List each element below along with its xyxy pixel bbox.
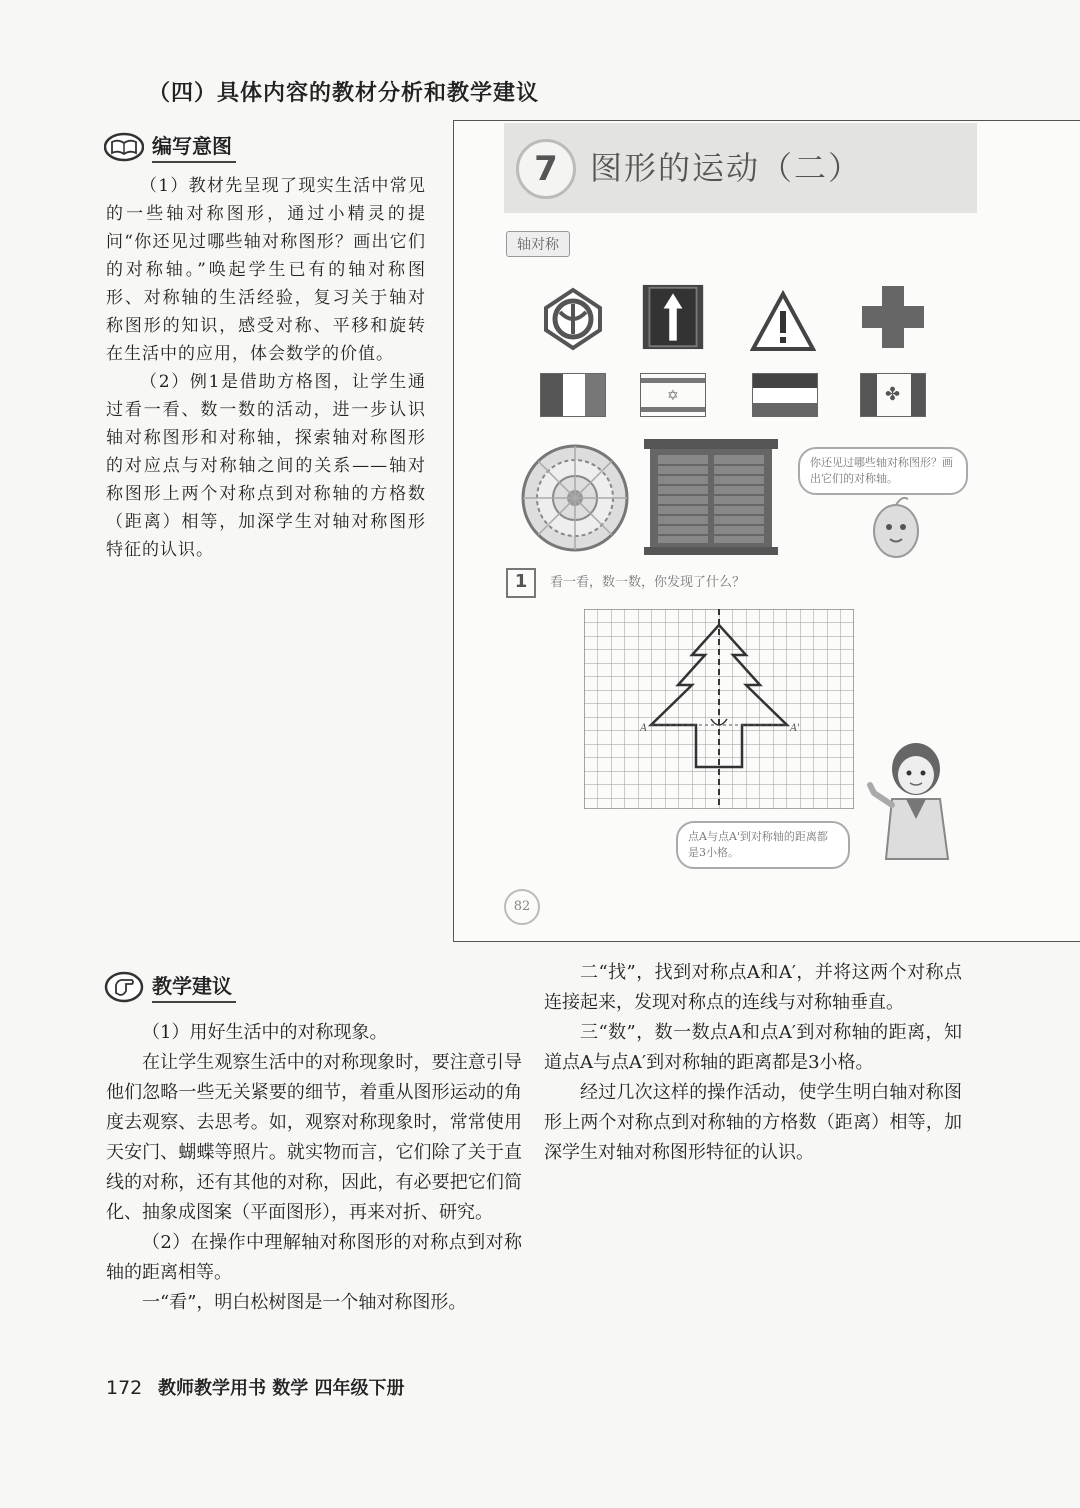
paragraph: 二“找”，找到对称点A和A′，并将这两个对称点连接起来，发现对称点的连线与对称轴垂直。: [544, 962, 962, 1013]
teaching-hand-icon: [104, 971, 144, 1003]
paragraph: （1）用好生活中的对称现象。: [142, 1022, 388, 1043]
point-a-prime-label: A': [790, 723, 800, 734]
mandala-pattern-icon: [520, 443, 630, 553]
flag-tricolor-vertical-icon: [540, 373, 606, 417]
flag-maple-leaf-icon: ✤: [860, 373, 926, 417]
paragraph: 经过几次这样的操作活动，使学生明白轴对称图形上两个对称点到对称轴的方格数（距离）相等，加深学生对轴对称图形特征的认识。: [544, 1082, 962, 1163]
section-title: （四）具体内容的教材分析和教学建议: [148, 81, 540, 106]
topic-tag: 轴对称: [506, 231, 570, 257]
chapter-number: 7: [516, 139, 576, 199]
grid-pine-tree-figure: [584, 609, 854, 809]
page-number: 172: [106, 1377, 143, 1399]
teaching-suggestions-left: [106, 1018, 522, 1318]
paragraph: 在让学生观察生活中的对称现象时，要注意引导他们忽略一些无关紧要的细节，着重从图形运动的角度去观察、去思考。如，观察对称现象时，常常使用天安门、蝴蝶等照片。就实物而言，它们除了关于直线的对称，还有其他的对称，因此，有必要把它们简化、抽象成图案（平面图形），再来对折、研究。: [106, 1052, 522, 1223]
speech-bubble-answer: 点A与点A'到对称轴的距离都是3小格。: [676, 821, 850, 869]
one-way-sign-icon: [640, 284, 706, 350]
example-number: 1: [506, 568, 536, 598]
writing-intent-text: [106, 172, 426, 564]
recycle-logo-icon: [540, 286, 606, 352]
cross-sign-icon: [860, 284, 926, 350]
point-a-label: A: [640, 723, 648, 734]
textbook-page-number: 82: [504, 889, 540, 925]
paragraph: 三“数”，数一数点A和点A′到对称轴的距离，知道点A与点A′到对称轴的距离都是3小格。: [544, 1022, 962, 1073]
page-footer: [106, 1374, 405, 1400]
paragraph: （1）教材先呈现了现实生活中常见的一些轴对称图形，通过小精灵的提问“你还见过哪些轴对称图形？画出它们的对称轴。”唤起学生已有的轴对称图形、对称轴的生活经验，复习关于轴对称图形的知识，感受对称、平移和旋转在生活中的应用，体会数学的价值。: [106, 176, 426, 364]
heading-writing-intent-label: 编写意图: [152, 130, 236, 163]
heading-writing-intent: [104, 130, 236, 163]
open-book-icon: [104, 132, 144, 162]
flag-tricolor-horizontal-icon: [752, 373, 818, 417]
speech-bubble-question: 你还见过哪些轴对称图形？画出它们的对称轴。: [798, 447, 968, 495]
paragraph: （2）在操作中理解轴对称图形的对称点到对称轴的距离相等。: [106, 1232, 522, 1283]
sprite-character-icon: [866, 493, 926, 561]
teaching-suggestions-right: [544, 958, 962, 1168]
girl-character-icon: [866, 739, 958, 869]
paragraph: （2）例1是借助方格图，让学生通过看一看、数一数的活动，进一步认识轴对称图形和对称轴，探索轴对称图形的对应点与对称轴之间的关系——轴对称图形上两个对称点到对称轴的方格数（距离）相等，加深学生对轴对称图形特征的认识。: [106, 372, 426, 560]
paragraph: 一“看”，明白松树图是一个轴对称图形。: [142, 1292, 467, 1313]
book-title: 教师教学用书 数学 四年级下册: [158, 1378, 405, 1399]
textbook-page: [453, 120, 1080, 942]
heading-teaching-suggestions: [104, 970, 236, 1003]
chapter-title: 图形的运动（二）: [590, 149, 863, 187]
warning-sign-icon: [750, 289, 816, 355]
flag-star-stripes-icon: ✡: [640, 373, 706, 417]
window-shutters-icon: [644, 439, 778, 555]
heading-teaching-suggestions-label: 教学建议: [152, 970, 236, 1003]
example-prompt: 看一看，数一数，你发现了什么？: [550, 575, 746, 590]
